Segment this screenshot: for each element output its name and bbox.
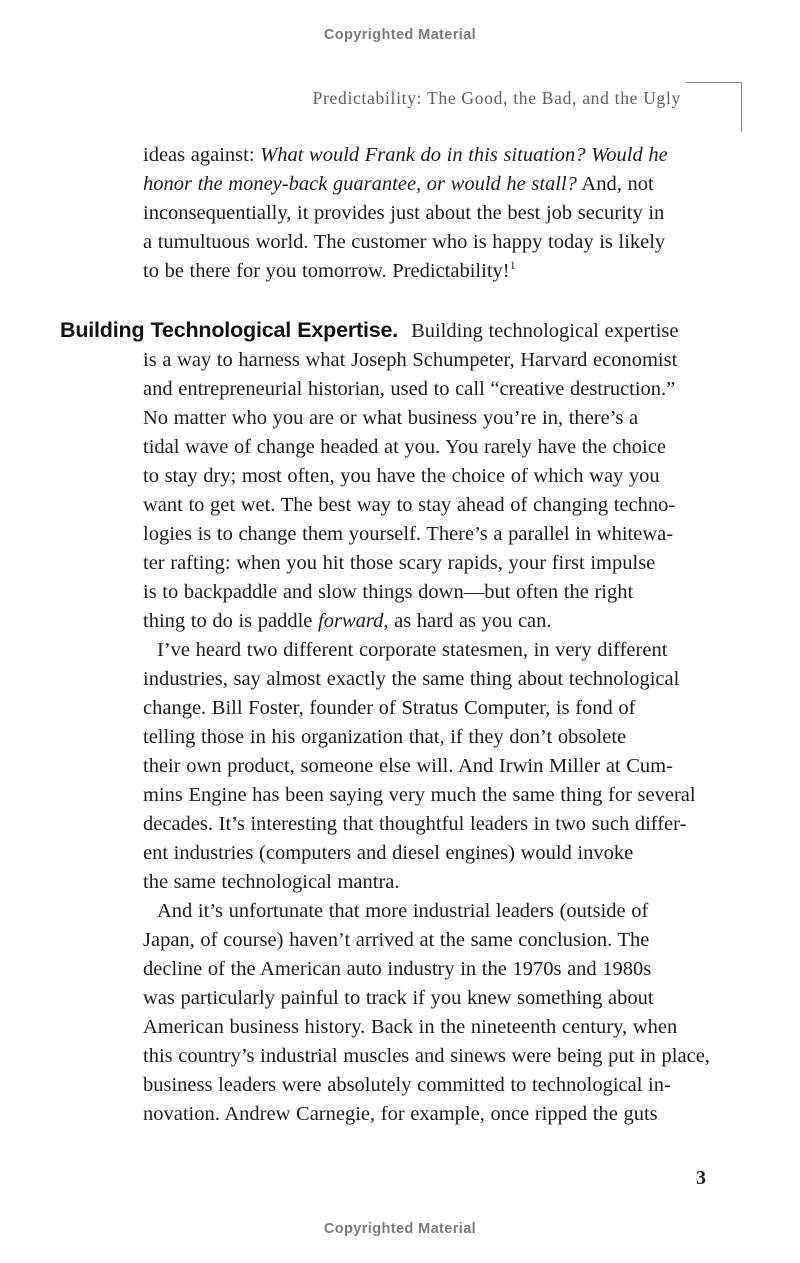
text-line (143, 404, 747, 433)
text-line (143, 1100, 747, 1129)
text-segment: thing to do is paddle (143, 610, 319, 632)
text-segment: their own product, someone else will. And Irwin Miller at Cum- (143, 755, 673, 777)
text-line (143, 723, 747, 752)
text-segment: was particularly painful to track if you knew something about (143, 987, 654, 1009)
text-line (60, 316, 747, 346)
text-segment: Building technological expertise (411, 320, 679, 342)
body-text (60, 141, 747, 1129)
text-segment: change. Bill Foster, founder of Stratus Computer, is fond of (143, 697, 636, 719)
bottom-copyright-notice: Copyrighted Material (323, 1221, 477, 1237)
text-segment: this country’s industrial muscles and sinews were being put in place, (143, 1045, 710, 1067)
text-segment: And, not (576, 173, 654, 195)
text-segment: mins Engine has been saying very much the same thing for several (143, 784, 696, 806)
text-line (143, 491, 747, 520)
paragraph-industrial-leaders (143, 897, 747, 1129)
footnote-reference: 1 (509, 258, 516, 273)
text-line (143, 607, 747, 636)
text-line (143, 462, 747, 491)
text-segment: ter rafting: when you hit those scary rapids, your first impulse (143, 552, 656, 574)
text-line (143, 257, 747, 286)
text-line (143, 375, 747, 404)
text-line (143, 781, 747, 810)
text-line (143, 665, 747, 694)
paragraph-building-technological-expertise (60, 316, 747, 636)
text-line (143, 955, 747, 984)
paragraph-corporate-statesmen (143, 636, 747, 897)
text-line (143, 752, 747, 781)
text-segment: decline of the American auto industry in the 1970s and 1980s (143, 958, 652, 980)
text-line (143, 1071, 747, 1100)
text-segment: novation. Andrew Carnegie, for example, once ripped the guts (143, 1103, 658, 1125)
text-segment: industries, say almost exactly the same thing about technological (143, 668, 680, 690)
paragraph-continuation (143, 141, 747, 286)
text-segment: forward (318, 610, 384, 632)
text-segment: to stay dry; most often, you have the choice of which way you (143, 465, 660, 487)
text-segment: and entrepreneurial historian, used to call “creative destruction.” (143, 378, 676, 400)
text-segment: is a way to harness what Joseph Schumpeter, Harvard economist (143, 349, 678, 371)
text-line (143, 199, 747, 228)
text-segment: What would Frank do in this situation? Would he (260, 144, 668, 166)
runin-heading: Building Technological Expertise. (60, 318, 399, 342)
text-line (143, 694, 747, 723)
text-line (143, 578, 747, 607)
text-line (143, 228, 747, 257)
top-copyright-notice: Copyrighted Material (323, 27, 477, 43)
text-segment: honor the money-back guarantee, or would he stall? (143, 173, 577, 195)
text-line (143, 839, 747, 868)
text-segment: want to get wet. The best way to stay ahead of changing techno- (143, 494, 676, 516)
text-line (143, 1042, 747, 1071)
running-header: Predictability: The Good, the Bad, and the Ugly (312, 88, 681, 108)
text-segment: I’ve heard two different corporate statesmen, in very different (157, 639, 668, 661)
text-segment: tidal wave of change headed at you. You rarely have the choice (143, 436, 666, 458)
text-segment: to be there for you tomorrow. Predictability! (143, 260, 510, 282)
text-segment: Japan, of course) haven’t arrived at the same conclusion. The (143, 929, 650, 951)
text-segment: decades. It’s interesting that thoughtful leaders in two such differ- (143, 813, 687, 835)
text-segment: business leaders were absolutely committed to technological in- (143, 1074, 671, 1096)
text-segment: And it’s unfortunate that more industrial leaders (outside of (157, 900, 649, 922)
text-line (143, 636, 747, 665)
text-line (143, 549, 747, 578)
text-line (143, 868, 747, 897)
header-corner-bracket-icon (686, 82, 742, 132)
text-segment: a tumultuous world. The customer who is happy today is likely (143, 231, 666, 253)
text-segment: , as hard as you can. (383, 610, 552, 632)
text-segment: ideas against: (143, 144, 261, 166)
text-line (143, 897, 747, 926)
text-line (143, 984, 747, 1013)
text-segment: inconsequentially, it provides just about the best job security in (143, 202, 665, 224)
text-line (143, 433, 747, 462)
text-segment: American business history. Back in the nineteenth century, when (143, 1016, 678, 1038)
page-number: 3 (696, 1167, 706, 1189)
text-segment: No matter who you are or what business you’re in, there’s a (143, 407, 639, 429)
text-line (143, 1013, 747, 1042)
text-line (143, 170, 747, 199)
text-line (143, 926, 747, 955)
text-line (143, 346, 747, 375)
text-segment: the same technological mantra. (143, 871, 400, 893)
text-line (143, 810, 747, 839)
text-segment: telling those in his organization that, if they don’t obsolete (143, 726, 627, 748)
text-line (143, 141, 747, 170)
text-segment: logies is to change them yourself. There’s a parallel in whitewa- (143, 523, 674, 545)
text-segment: is to backpaddle and slow things down—but often the right (143, 581, 634, 603)
text-line (143, 520, 747, 549)
text-segment: ent industries (computers and diesel engines) would invoke (143, 842, 634, 864)
